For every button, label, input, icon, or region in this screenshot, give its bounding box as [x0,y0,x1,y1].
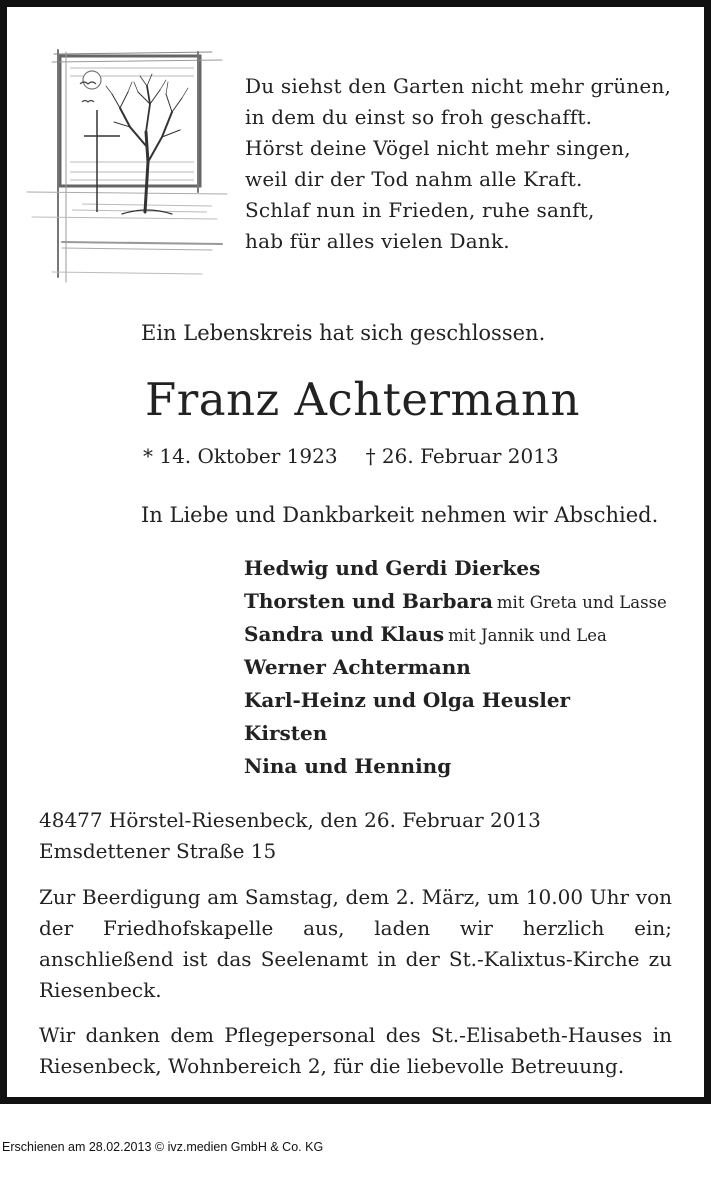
tree-window-illustration [22,42,232,287]
publication-footer: Erschienen am 28.02.2013 © ivz.medien GmbH & Co. KG [2,1140,324,1154]
thanks-paragraph: Wir danken dem Pflegepersonal des St.-Elisabeth-Hauses in Riesenbeck, Wohnbereich 2, für die liebevolle Betreuung. [39,1023,672,1078]
mourner-entry [244,651,667,684]
mourner-extra: mit Greta und Lasse [496,593,667,612]
mourner-entry [244,750,667,783]
mourner-names: Kirsten [244,721,328,745]
poem-line: Hörst deine Vögel nicht mehr singen, [245,136,631,160]
poem-line: hab für alles vielen Dank. [245,229,510,253]
mourner-names: Werner Achtermann [244,655,471,679]
place-date-line: 48477 Hörstel-Riesenbeck, den 26. Februar 2013 [39,808,541,832]
farewell-line: In Liebe und Dankbarkeit nehmen wir Abschied. [141,503,659,527]
mourner-entry [244,684,667,717]
poem-line: in dem du einst so froh geschafft. [245,105,593,129]
funeral-paragraph: Zur Beerdigung am Samstag, dem 2. März, um 10.00 Uhr von der Friedhofskapelle aus, laden wir herzlich ein; anschließend ist das Seelenamt in der St.-Kalixtus-Kirche zu Riesenbeck. [39,885,672,1002]
mourner-entry [244,717,667,750]
mourner-names: Nina und Henning [244,754,452,778]
mourner-names: Sandra und Klaus [244,622,445,646]
street-line: Emsdettener Straße 15 [39,839,277,863]
address-block [39,805,541,867]
mourner-names: Karl-Heinz und Olga Heusler [244,688,571,712]
poem [245,71,685,257]
mourners-list [244,552,667,783]
mourner-entry [244,585,667,618]
poem-line: weil dir der Tod nahm alle Kraft. [245,167,583,191]
intro-line: Ein Lebenskreis hat sich geschlossen. [141,321,546,345]
mourner-names: Thorsten und Barbara [244,589,493,613]
deceased-name: Franz Achtermann [145,373,580,426]
mourner-entry [244,618,667,651]
death-date: † 26. Februar 2013 [365,444,559,468]
mourner-extra: mit Jannik und Lea [448,626,607,645]
poem-line: Schlaf nun in Frieden, ruhe sanft, [245,198,595,222]
birth-date: * 14. Oktober 1923 [143,444,338,468]
poem-line: Du siehst den Garten nicht mehr grünen, [245,74,672,98]
mourner-names: Hedwig und Gerdi Dierkes [244,556,541,580]
mourner-entry [244,552,667,585]
life-dates [143,444,559,468]
